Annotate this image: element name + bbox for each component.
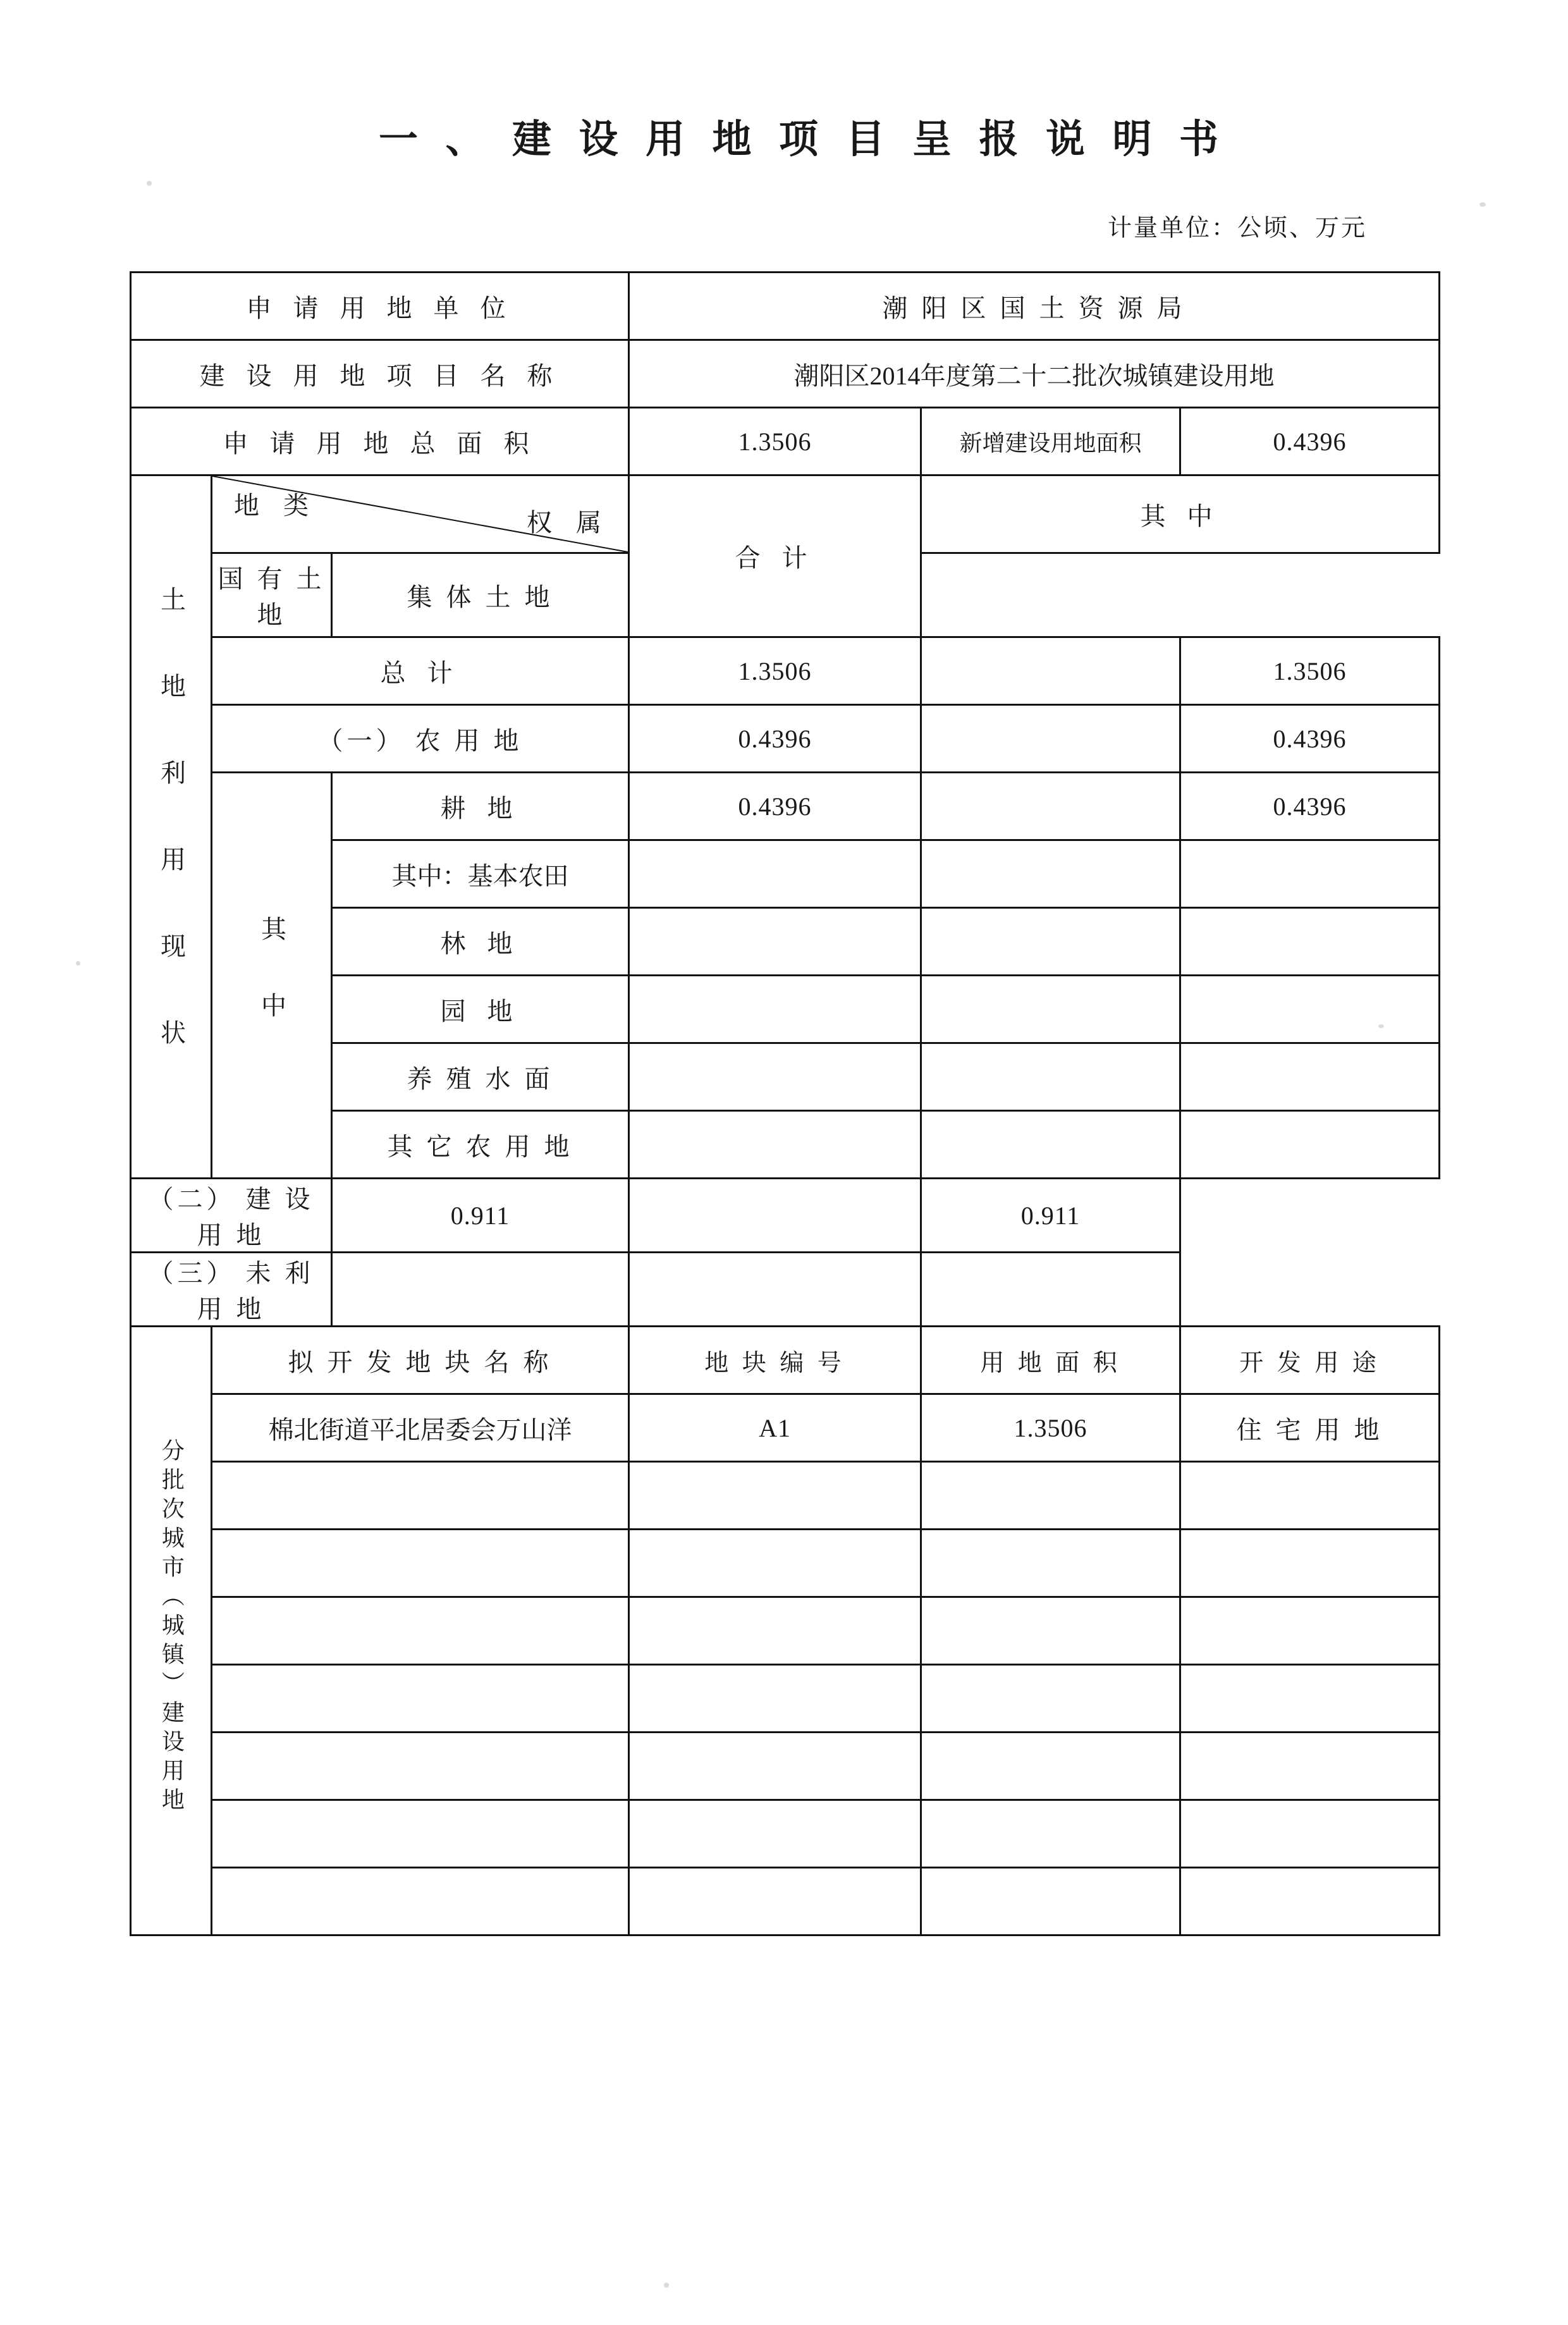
row-label-aquaculture: 养 殖 水 面: [332, 1043, 629, 1111]
row-state-basic-farmland: [921, 840, 1180, 908]
plot-area-3: [921, 1530, 1180, 1597]
total-column-header: 合 计: [629, 475, 921, 637]
table-row: [131, 1462, 1440, 1530]
applicant-label: 申 请 用 地 单 位: [131, 273, 629, 340]
plot-name-6: [212, 1733, 629, 1800]
plot-name-header: 拟 开 发 地 块 名 称: [212, 1327, 629, 1394]
plot-use-3: [1180, 1530, 1440, 1597]
plot-code-6: [629, 1733, 921, 1800]
row-label-grand-total: 总 计: [212, 637, 629, 705]
row-collective-grand-total: 1.3506: [1180, 637, 1440, 705]
row-label-unused: （三） 未 利 用 地: [131, 1253, 332, 1327]
plot-area-header: 用 地 面 积: [921, 1327, 1180, 1394]
plot-area-8: [921, 1868, 1180, 1935]
scan-speck: [664, 2283, 669, 2288]
row-state-construction: [629, 1179, 921, 1253]
batch-side-label: [131, 1327, 212, 1935]
row-state-agricultural: [921, 705, 1180, 773]
plot-name-5: [212, 1665, 629, 1733]
plot-code-1: A1: [629, 1394, 921, 1462]
row-label-garden: 园 地: [332, 976, 629, 1043]
new-area-value: 0.4396: [1180, 408, 1440, 475]
row-label-agricultural: （一） 农 用 地: [212, 705, 629, 773]
row-total-basic-farmland: [629, 840, 921, 908]
scan-speck: [1378, 1024, 1384, 1028]
table-row: [131, 1665, 1440, 1733]
table-row: [131, 1394, 1440, 1462]
row-total-other-agricultural: [629, 1111, 921, 1179]
scan-speck: [1479, 202, 1486, 207]
document-page: [0, 107, 1568, 2325]
row-label-other-agricultural: 其 它 农 用 地: [332, 1111, 629, 1179]
measurement-unit-note: 计量单位：公顷、万元: [1107, 215, 1367, 242]
row-state-aquaculture: [921, 1043, 1180, 1111]
row-collective-cultivated: 0.4396: [1180, 773, 1440, 840]
table-header-row: [131, 475, 1440, 553]
table-row: [131, 408, 1440, 475]
table-row: [131, 705, 1440, 773]
state-owned-header: 国 有 土 地: [212, 553, 332, 637]
plot-area-7: [921, 1800, 1180, 1868]
plot-use-7: [1180, 1800, 1440, 1868]
form-table-wrapper: [130, 271, 1438, 1936]
collective-header: 集 体 土 地: [332, 553, 629, 637]
table-row: [131, 1179, 1440, 1253]
table-row: [131, 1800, 1440, 1868]
plot-use-4: [1180, 1597, 1440, 1665]
batch-side-label-text: 分批次城市（城镇）建设用地: [159, 1439, 185, 1817]
among-column-header: 其 中: [921, 475, 1440, 553]
table-row: [131, 1530, 1440, 1597]
plot-name-1: 棉北街道平北居委会万山洋: [212, 1394, 629, 1462]
project-name-label: 建 设 用 地 项 目 名 称: [131, 340, 629, 408]
plot-name-8: [212, 1868, 629, 1935]
plot-area-6: [921, 1733, 1180, 1800]
row-total-grand-total: 1.3506: [629, 637, 921, 705]
row-total-aquaculture: [629, 1043, 921, 1111]
row-collective-aquaculture: [1180, 1043, 1440, 1111]
plot-name-3: [212, 1530, 629, 1597]
plot-code-5: [629, 1665, 921, 1733]
row-total-cultivated: 0.4396: [629, 773, 921, 840]
plot-code-4: [629, 1597, 921, 1665]
plot-use-5: [1180, 1665, 1440, 1733]
land-status-side-label-text: 土 地 利 用 现 状: [157, 586, 186, 1061]
row-collective-unused: [921, 1253, 1180, 1327]
scan-speck: [76, 961, 80, 966]
row-collective-basic-farmland: [1180, 840, 1440, 908]
table-row: [131, 1868, 1440, 1935]
row-label-construction: （二） 建 设 用 地: [131, 1179, 332, 1253]
landtype-label: 地 类: [234, 491, 317, 520]
ownership-label: 权 属: [527, 508, 611, 537]
plot-name-2: [212, 1462, 629, 1530]
plot-code-8: [629, 1868, 921, 1935]
row-collective-garden: [1180, 976, 1440, 1043]
row-collective-construction: 0.911: [921, 1179, 1180, 1253]
plot-name-4: [212, 1597, 629, 1665]
plot-code-header: 地 块 编 号: [629, 1327, 921, 1394]
total-area-label: 申 请 用 地 总 面 积: [131, 408, 629, 475]
table-row: [131, 1253, 1440, 1327]
batch-header-row: [131, 1327, 1440, 1394]
project-name-value: 潮阳区2014年度第二十二批次城镇建设用地: [629, 340, 1440, 408]
row-state-unused: [629, 1253, 921, 1327]
table-row: [131, 273, 1440, 340]
plot-area-2: [921, 1462, 1180, 1530]
plot-use-6: [1180, 1733, 1440, 1800]
plot-area-4: [921, 1597, 1180, 1665]
row-total-unused: [332, 1253, 629, 1327]
row-state-other-agricultural: [921, 1111, 1180, 1179]
plot-area-5: [921, 1665, 1180, 1733]
row-total-construction: 0.911: [332, 1179, 629, 1253]
row-state-cultivated: [921, 773, 1180, 840]
land-status-side-label: [131, 475, 212, 1179]
row-label-basic-farmland: 其中：基本农田: [332, 840, 629, 908]
new-area-label: 新增建设用地面积: [921, 408, 1180, 475]
row-total-garden: [629, 976, 921, 1043]
page-title: 一 、 建 设 用 地 项 目 呈 报 说 明 书: [378, 118, 1227, 161]
row-state-forest: [921, 908, 1180, 976]
among-side-label-text: 其 中: [257, 916, 286, 1029]
ownership-landtype-diagonal-header: [212, 475, 629, 553]
plot-use-1: 住 宅 用 地: [1180, 1394, 1440, 1462]
plot-code-3: [629, 1530, 921, 1597]
row-collective-agricultural: 0.4396: [1180, 705, 1440, 773]
row-collective-forest: [1180, 908, 1440, 976]
row-total-agricultural: 0.4396: [629, 705, 921, 773]
total-area-value: 1.3506: [629, 408, 921, 475]
table-row: [131, 340, 1440, 408]
plot-use-8: [1180, 1868, 1440, 1935]
row-collective-other-agricultural: [1180, 1111, 1440, 1179]
row-total-forest: [629, 908, 921, 976]
plot-use-2: [1180, 1462, 1440, 1530]
table-row: [131, 773, 1440, 840]
land-application-form: [130, 271, 1440, 1936]
plot-area-1: 1.3506: [921, 1394, 1180, 1462]
plot-code-2: [629, 1462, 921, 1530]
plot-code-7: [629, 1800, 921, 1868]
plot-use-header: 开 发 用 途: [1180, 1327, 1440, 1394]
scan-speck: [147, 181, 152, 186]
table-row: [131, 1733, 1440, 1800]
table-row: [131, 1597, 1440, 1665]
row-label-forest: 林 地: [332, 908, 629, 976]
applicant-value: 潮 阳 区 国 土 资 源 局: [629, 273, 1440, 340]
table-row: [131, 637, 1440, 705]
row-label-cultivated: 耕 地: [332, 773, 629, 840]
among-side-label: [212, 773, 332, 1179]
row-state-grand-total: [921, 637, 1180, 705]
row-state-garden: [921, 976, 1180, 1043]
plot-name-7: [212, 1800, 629, 1868]
